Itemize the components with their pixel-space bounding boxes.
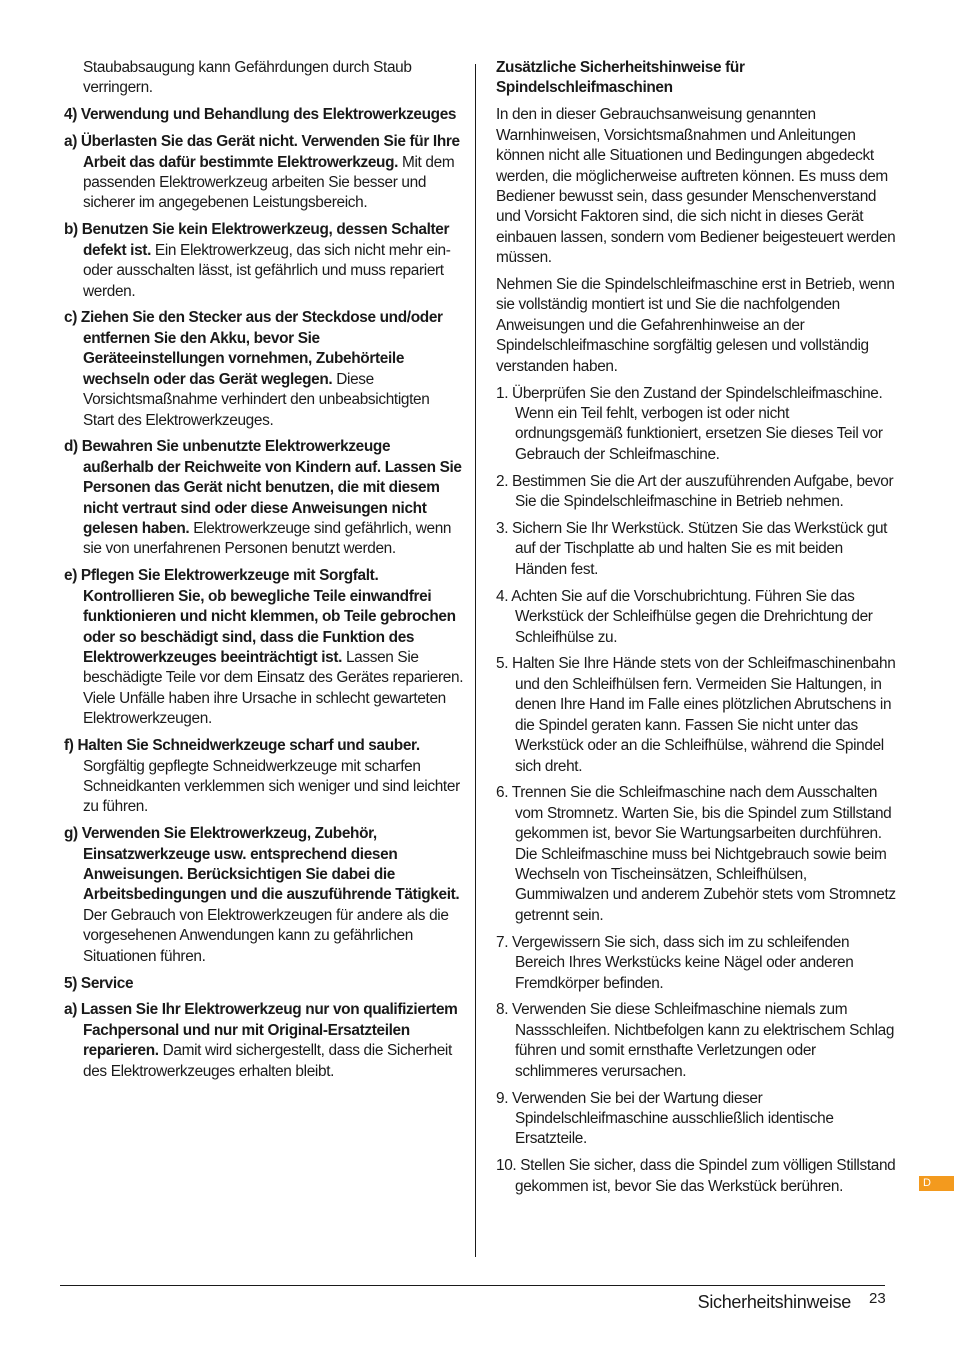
footer-title: Sicherheitshinweise: [697, 1292, 851, 1312]
item-4c-text: Diese Vorsichtsmaßnahme verhindert den unbeabsichtigten Start des Elektrowerkzeuges.: [83, 370, 430, 429]
item-4c: [64, 308, 464, 430]
list-item: 6. Trennen Sie die Schleifmaschine nach dem Ausschalten vom Stromnetz. Warten Sie, bis die Spindel zum Stillstand gekommen ist, bevor Sie Wartungsarbeiten durchführen. Die Schleifmaschine muss bei Nichtgebrauch sowie beim Wechseln von Tischeinsätzen, Schleifhülsen, Gummiwalzen und anderem Zubehör stets vom Stromnetz getrennt sein.: [496, 784, 896, 924]
item-4f: [64, 736, 464, 818]
item-4d-text: Elektrowerkzeuge sind gefährlich, wenn sie von unerfahrenen Personen benutzt werden.: [83, 520, 452, 558]
spindle-safety-heading: Zusätzliche Sicherheitshinweise für Spindelschleifmaschinen: [496, 59, 745, 97]
item-4g-bold: g) Verwenden Sie Elektrowerkzeug, Zubehör, Einsatzwerkzeuge usw. entsprechend diesen Anweisungen. Berücksichtigen Sie dabei die Arbeitsbedingungen und die auszuführende Tätigkeit.: [64, 825, 460, 904]
list-item: 10. Stellen Sie sicher, dass die Spindel zum völligen Stillstand gekommen ist, bevor Sie das Werkstück berühren.: [496, 1157, 896, 1195]
item-4b: [64, 220, 464, 302]
column-divider: [475, 64, 476, 1257]
list-item: 2. Bestimmen Sie die Art der auszuführenden Aufgabe, bevor Sie die Spindelschleifmaschine in Betrieb nehmen.: [496, 472, 894, 511]
item-4b-text: Ein Elektrowerkzeug, das sich nicht mehr ein- oder ausschalten lässt, ist gefährlich und muss repariert werden.: [83, 241, 451, 300]
item-4e-bold: e) Pflegen Sie Elektrowerkzeuge mit Sorgfalt. Kontrollieren Sie, ob bewegliche Teile einwandfrei funktionieren und nicht klemmen, ob Teile gebrochen oder so beschädigt sind, dass die Funktion des Elektrowerkzeuges beeinträchtigt ist.: [64, 567, 456, 666]
list-item: 3. Sichern Sie Ihr Werkstück. Stützen Sie das Werkstück gut auf der Tischplatte ab und halten Sie es mit beiden Händen fest.: [496, 520, 888, 578]
page-number: 23: [869, 1290, 886, 1307]
item-4d: [64, 437, 464, 559]
footer-rule: [60, 1285, 885, 1286]
item-5a-bold: a) Lassen Sie Ihr Elektrowerkzeug nur von qualifiziertem Fachpersonal und nur mit Original-Ersatzteilen reparieren.: [64, 1001, 458, 1060]
item-4e: [64, 566, 464, 729]
language-tab: [919, 1176, 954, 1191]
continuation-text: Staubabsaugung kann Gefährdungen durch Staub verringern.: [83, 59, 412, 97]
item-4f-bold: f) Halten Sie Schneidwerkzeuge scharf und sauber.: [64, 737, 420, 755]
item-4a-bold: a) Überlasten Sie das Gerät nicht. Verwenden Sie für Ihre Arbeit das dafür bestimmte Elektrowerkzeug.: [64, 133, 460, 171]
list-item: 1. Überprüfen Sie den Zustand der Spindelschleifmaschine. Wenn ein Teil fehlt, verbogen ist oder nicht ordnungsgemäß funktioniert, ersetzen Sie dieses Teil vor Gebrauch der Schleifmaschine.: [496, 384, 883, 463]
item-5a-text: Damit wird sichergestellt, dass die Sicherheit des Elektrowerkzeuges erhalten bleibt.: [83, 1042, 452, 1080]
item-4f-text: Sorgfältig gepflegte Schneidwerkzeuge mit scharfen Schneidkanten verklemmen sich weniger und sind leichter zu führen.: [83, 757, 460, 816]
list-item: 4. Achten Sie auf die Vorschubrichtung. Führen Sie das Werkstück der Schleifhülse gegen die Drehrichtung der Schleifhülse zu.: [496, 587, 873, 646]
intro-paragraph-2: Nehmen Sie die Spindelschleifmaschine erst in Betrieb, wenn sie vollständig montiert ist und Sie die nachfolgenden Anweisungen und die Gefahrenhinweise an der Spindelschleifmaschine sorgfältig gelesen und vollständig verstanden haben.: [496, 276, 895, 375]
item-4e-text: Lassen Sie beschädigte Teile vor dem Einsatz des Gerätes reparieren. Viele Unfälle haben ihre Ursache in schlecht gewarteten Elektrowerkzeugen.: [83, 648, 464, 728]
item-4a: [64, 132, 464, 214]
section-4-heading: 4) Verwendung und Behandlung des Elektrowerkzeuges: [64, 106, 457, 124]
section-5-heading: 5) Service: [64, 974, 134, 992]
list-item: 8. Verwenden Sie diese Schleifmaschine niemals zum Nassschleifen. Nichtbefolgen kann zu elektrischem Schlag führen und somit ernsthafte Verletzungen oder schlimmeres verursachen.: [496, 1001, 895, 1080]
item-4d-bold: d) Bewahren Sie unbenutzte Elektrowerkzeuge außerhalb der Reichweite von Kindern auf. Lassen Sie Personen das Gerät nicht benutzen, die mit diesem nicht vertraut sind oder diese Anweisungen nicht gelesen haben.: [64, 438, 462, 538]
item-4a-text: Mit dem passenden Elektrowerkzeug arbeiten Sie besser und sicherer im angegebenen Leistungsbereich.: [83, 153, 455, 212]
item-4g-text: Der Gebrauch von Elektrowerkzeugen für andere als die vorgesehenen Anwendungen kann zu gefährlichen Situationen führen.: [83, 906, 449, 965]
item-4g: [64, 824, 464, 967]
list-item: 9. Verwenden Sie bei der Wartung dieser Spindelschleifmaschine ausschließlich identische Ersatzteile.: [496, 1089, 834, 1148]
item-4c-bold: c) Ziehen Sie den Stecker aus der Steckdose und/oder entfernen Sie den Akku, bevor Sie Geräteeinstellungen vornehmen, Zubehörteile wechseln oder das Gerät weglegen.: [64, 309, 443, 388]
item-4b-bold: b) Benutzen Sie kein Elektrowerkzeug, dessen Schalter defekt ist.: [64, 221, 450, 259]
item-5a: [64, 1000, 464, 1082]
intro-paragraph-1: In den in dieser Gebrauchsanweisung genannten Warnhinweisen, Vorsichtsmaßnahmen und Anleitungen können nicht alle Situationen und Bedingungen abgedeckt werden, die möglicherweise auftreten können. Es muss dem Bediener bewusst sein, dass gesunder Menschenverstand und Vorsicht Faktoren sind, die sich nicht in dieses Gerät einbauen lassen, sondern vom Bediener beigesteuert werden müssen.: [496, 106, 896, 267]
right-column: [496, 58, 896, 1204]
left-column: [64, 58, 464, 1089]
language-tab-label: D: [923, 1177, 931, 1189]
list-item: 5. Halten Sie Ihre Hände stets von der Schleifmaschinenbahn und den Schleifhülsen fern. Vermeiden Sie Haltungen, in denen Ihre Hand im Falle eines plötzlichen Abrutschens in die Spindel geraten kann. Fassen Sie nicht unter das Werkstück oder an die Schleifhülse, während die Spindel sich dreht.: [496, 655, 896, 775]
list-item: 7. Vergewissern Sie sich, dass sich im zu schleifenden Bereich Ihres Werkstücks keine Nägel oder anderen Fremdkörper befinden.: [496, 933, 854, 992]
